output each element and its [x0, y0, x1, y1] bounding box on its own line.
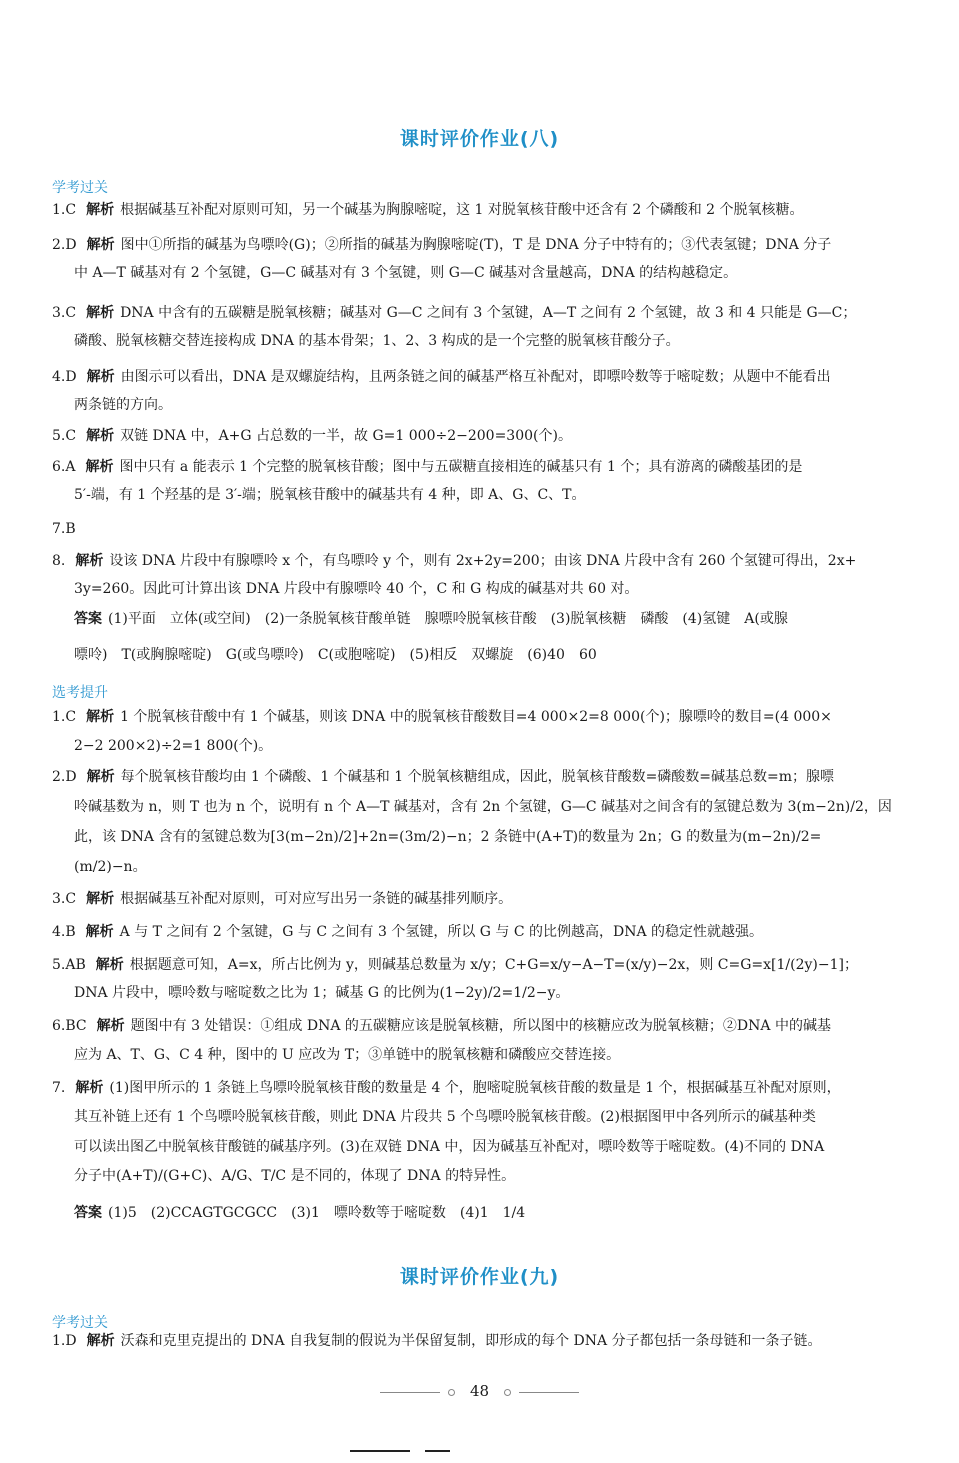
answer-line-continued — [74, 1045, 922, 1065]
line-text: 中 A—T 碱基对有 2 个氢键，G—C 碱基对有 3 个氢键，则 G—C 碱基对含量越高，DNA 的结构越稳定。 — [74, 265, 738, 281]
analysis-label: 解析 — [96, 1018, 125, 1034]
answer-line-continued — [74, 485, 922, 505]
answer-item — [52, 519, 922, 539]
item-number: 6.BC — [52, 1018, 87, 1034]
line-text: DNA 片段中，嘌呤数与嘧啶数之比为 1；碱基 G 的比例为(1−2y)/2=1/2−y。 — [74, 985, 570, 1001]
answer-item — [52, 457, 922, 477]
answer-item — [52, 426, 922, 446]
page-title-9: 课时评价作业(九) — [399, 1266, 560, 1288]
line-text: (m/2)−n。 — [74, 859, 147, 875]
item-number: 7.B — [52, 521, 76, 537]
answer-item — [52, 551, 922, 571]
item-number: 3.C — [52, 891, 77, 907]
answer-line-continued — [74, 857, 922, 877]
footer-dot-left — [448, 1389, 455, 1396]
analysis-label: 解析 — [95, 957, 124, 973]
analysis-label: 解析 — [86, 202, 115, 218]
footer-dot-right — [504, 1389, 511, 1396]
line-text: 2−2 200×2)÷2=1 800(个)。 — [74, 738, 273, 754]
line-text: 根据碱基互补配对原则可知，另一个碱基为胸腺嘧啶，这 1 对脱氧核苷酸中还含有 2 个磷酸和 2 个脱氧核糖。 — [120, 202, 804, 218]
item-number: 1.C — [52, 709, 77, 725]
item-number: 1.D — [52, 1333, 77, 1349]
answer-item — [52, 235, 922, 255]
answer-item — [52, 1331, 922, 1351]
item-number: 2.D — [52, 237, 77, 253]
item-number: 7. — [52, 1080, 66, 1096]
line-text: 磷酸、脱氧核糖交替连接构成 DNA 的基本骨架；1、2、3 构成的是一个完整的脱氧核苷酸分子。 — [74, 333, 680, 349]
line-text: 设该 DNA 片段中有腺嘌呤 x 个，有鸟嘌呤 y 个，则有 2x+2y=200；由该 DNA 片段中含有 260 个氢键可得出，2x+ — [109, 553, 857, 569]
line-text: 应为 A、T、G、C 4 种，图中的 U 应改为 T；③单链中的脱氧核糖和磷酸应交替连接。 — [74, 1047, 621, 1063]
analysis-label: 解析 — [86, 428, 115, 444]
page-footer — [0, 1382, 959, 1400]
answer-item — [52, 767, 922, 787]
page-number: 48 — [469, 1382, 490, 1400]
analysis-label: 解析 — [85, 459, 114, 475]
analysis-label: 解析 — [85, 924, 114, 940]
line-text: 嘌呤) T(或胸腺嘧啶) G(或鸟嘌呤) C(或胞嘧啶) (5)相反 双螺旋 (6)40 60 — [74, 647, 597, 663]
line-text: 此，该 DNA 含有的氢键总数为[3(m−2n)/2]+2n=(3m/2)−n；2 条链中(A+T)的数量为 2n；G 的数量为(m−2n)/2= — [74, 829, 822, 845]
answer-key-line — [74, 609, 922, 629]
answer-line-continued — [74, 645, 922, 665]
analysis-label: 解析 — [86, 891, 115, 907]
answer-line-continued — [74, 579, 922, 599]
line-text: (1)图甲所示的 1 条链上鸟嘌呤脱氧核苷酸的数量是 4 个，胞嘧啶脱氧核苷酸的数量是 1 个，根据碱基互补配对原则， — [109, 1080, 841, 1096]
line-text: 图中①所指的碱基为鸟嘌呤(G)；②所指的碱基为胸腺嘧啶(T)，T 是 DNA 分子中特有的；③代表氢键；DNA 分子 — [120, 237, 832, 253]
line-text: DNA 中含有的五碳糖是脱氧核糖；碱基对 G—C 之间有 3 个氢键，A—T 之间有 2 个氢键，故 3 和 4 只能是 G—C； — [120, 305, 857, 321]
item-number: 4.B — [52, 924, 76, 940]
analysis-label: 解析 — [75, 1080, 104, 1096]
answer-line-continued — [74, 736, 922, 756]
answer-label: 答案 — [74, 1205, 102, 1221]
answer-item — [52, 367, 922, 387]
analysis-label: 解析 — [86, 369, 115, 385]
analysis-label: 解析 — [86, 305, 115, 321]
line-text: (1)5 (2)CCAGTGCGCC (3)1 嘌呤数等于嘧啶数 (4)1 1/4 — [108, 1205, 526, 1221]
answer-item — [52, 200, 922, 220]
line-text: 根据碱基互补配对原则，可对应写出另一条链的碱基排列顺序。 — [120, 891, 513, 907]
answer-line-continued — [74, 395, 922, 415]
answer-line-continued — [74, 1166, 922, 1186]
answer-line-continued — [74, 331, 922, 351]
page-title-8: 课时评价作业(八) — [399, 128, 560, 150]
answer-line-continued — [74, 827, 922, 847]
analysis-label: 解析 — [75, 553, 104, 569]
line-text: 呤碱基数为 n，则 T 也为 n 个，说明有 n 个 A—T 碱基对，含有 2n 个氢键，G—C 碱基对之间含有的氢键总数为 3(m−2n)/2，因 — [74, 799, 892, 815]
item-number: 5.C — [52, 428, 77, 444]
answer-line-continued — [74, 983, 922, 1003]
section-xuekao-2: 学考过关 — [52, 1315, 108, 1331]
line-text: (1)平面 立体(或空间) (2)一条脱氧核苷酸单链 腺嘌呤脱氧核苷酸 (3)脱氧核糖 磷酸 (4)氢键 A(或腺 — [108, 611, 788, 627]
analysis-label: 解析 — [86, 769, 115, 785]
answer-label: 答案 — [74, 611, 102, 627]
answer-line-continued — [74, 797, 922, 817]
footer-rule-left — [380, 1392, 440, 1393]
line-text: 题图中有 3 处错误：①组成 DNA 的五碳糖应该是脱氧核糖，所以图中的核糖应改为脱氧核糖；②DNA 中的碱基 — [130, 1018, 831, 1034]
answer-line-continued — [74, 263, 922, 283]
answer-item — [52, 889, 922, 909]
item-number: 4.D — [52, 369, 77, 385]
answer-line-continued — [74, 1107, 922, 1127]
line-text: 3y=260。因此可计算出该 DNA 片段中有腺嘌呤 40 个，C 和 G 构成的碱基对共 60 对。 — [74, 581, 639, 597]
item-number: 1.C — [52, 202, 77, 218]
line-text: 可以读出图乙中脱氧核苷酸链的碱基序列。(3)在双链 DNA 中，因为碱基互补配对，嘌呤数等于嘧啶数。(4)不同的 DNA — [74, 1139, 825, 1155]
item-number: 3.C — [52, 305, 77, 321]
analysis-label: 解析 — [86, 237, 115, 253]
line-text: 双链 DNA 中，A+G 占总数的一半，故 G=1 000÷2−200=300(个)。 — [120, 428, 572, 444]
analysis-label: 解析 — [86, 1333, 115, 1349]
line-text: A 与 T 之间有 2 个氢键，G 与 C 之间有 3 个氢键，所以 G 与 C 的比例越高，DNA 的稳定性就越强。 — [119, 924, 764, 940]
line-text: 5′-端，有 1 个羟基的是 3′-端；脱氧核苷酸中的碱基共有 4 种，即 A、G、C、T。 — [74, 487, 586, 503]
answer-item — [52, 1016, 922, 1036]
section-xuekao-1: 学考过关 — [52, 180, 108, 196]
answer-line-continued — [74, 1137, 922, 1157]
item-number: 5.AB — [52, 957, 86, 973]
answer-item — [52, 922, 922, 942]
answer-item — [52, 707, 922, 727]
answer-key-line — [74, 1203, 922, 1223]
line-text: 每个脱氧核苷酸均由 1 个磷酸、1 个碱基和 1 个脱氧核糖组成，因此，脱氧核苷酸数=磷酸数=碱基总数=m；腺嘌 — [120, 769, 835, 785]
line-text: 由图示可以看出，DNA 是双螺旋结构，且两条链之间的碱基严格互补配对，即嘌呤数等于嘧啶数；从题中不能看出 — [120, 369, 831, 385]
scan-mark — [350, 1450, 410, 1452]
analysis-label: 解析 — [86, 709, 115, 725]
line-text: 两条链的方向。 — [74, 397, 172, 413]
item-number: 6.A — [52, 459, 76, 475]
footer-rule-right — [519, 1392, 579, 1393]
line-text: 根据题意可知，A=x，所占比例为 y，则碱基总数量为 x/y；C+G=x/y−A−T=(x/y)−2x，则 C=G=x[1/(2y)−1]； — [129, 957, 858, 973]
item-number: 2.D — [52, 769, 77, 785]
line-text: 1 个脱氧核苷酸中有 1 个碱基，则该 DNA 中的脱氧核苷酸数目=4 000×2=8 000(个)；腺嘌呤的数目=(4 000× — [120, 709, 832, 725]
item-number: 8. — [52, 553, 66, 569]
section-xuankao: 选考提升 — [52, 685, 108, 701]
line-text: 沃森和克里克提出的 DNA 自我复制的假说为半保留复制，即形成的每个 DNA 分子都包括一条母链和一条子链。 — [120, 1333, 822, 1349]
answer-item — [52, 303, 922, 323]
answer-item — [52, 955, 922, 975]
line-text: 图中只有 a 能表示 1 个完整的脱氧核苷酸；图中与五碳糖直接相连的碱基只有 1 个；具有游离的磷酸基团的是 — [119, 459, 803, 475]
line-text: 其互补链上还有 1 个鸟嘌呤脱氧核苷酸，则此 DNA 片段共 5 个鸟嘌呤脱氧核苷酸。(2)根据图甲中各列所示的碱基种类 — [74, 1109, 816, 1125]
line-text: 分子中(A+T)/(G+C)、A/G、T/C 是不同的，体现了 DNA 的特异性。 — [74, 1168, 516, 1184]
answer-item — [52, 1078, 922, 1098]
scan-mark — [425, 1450, 450, 1452]
